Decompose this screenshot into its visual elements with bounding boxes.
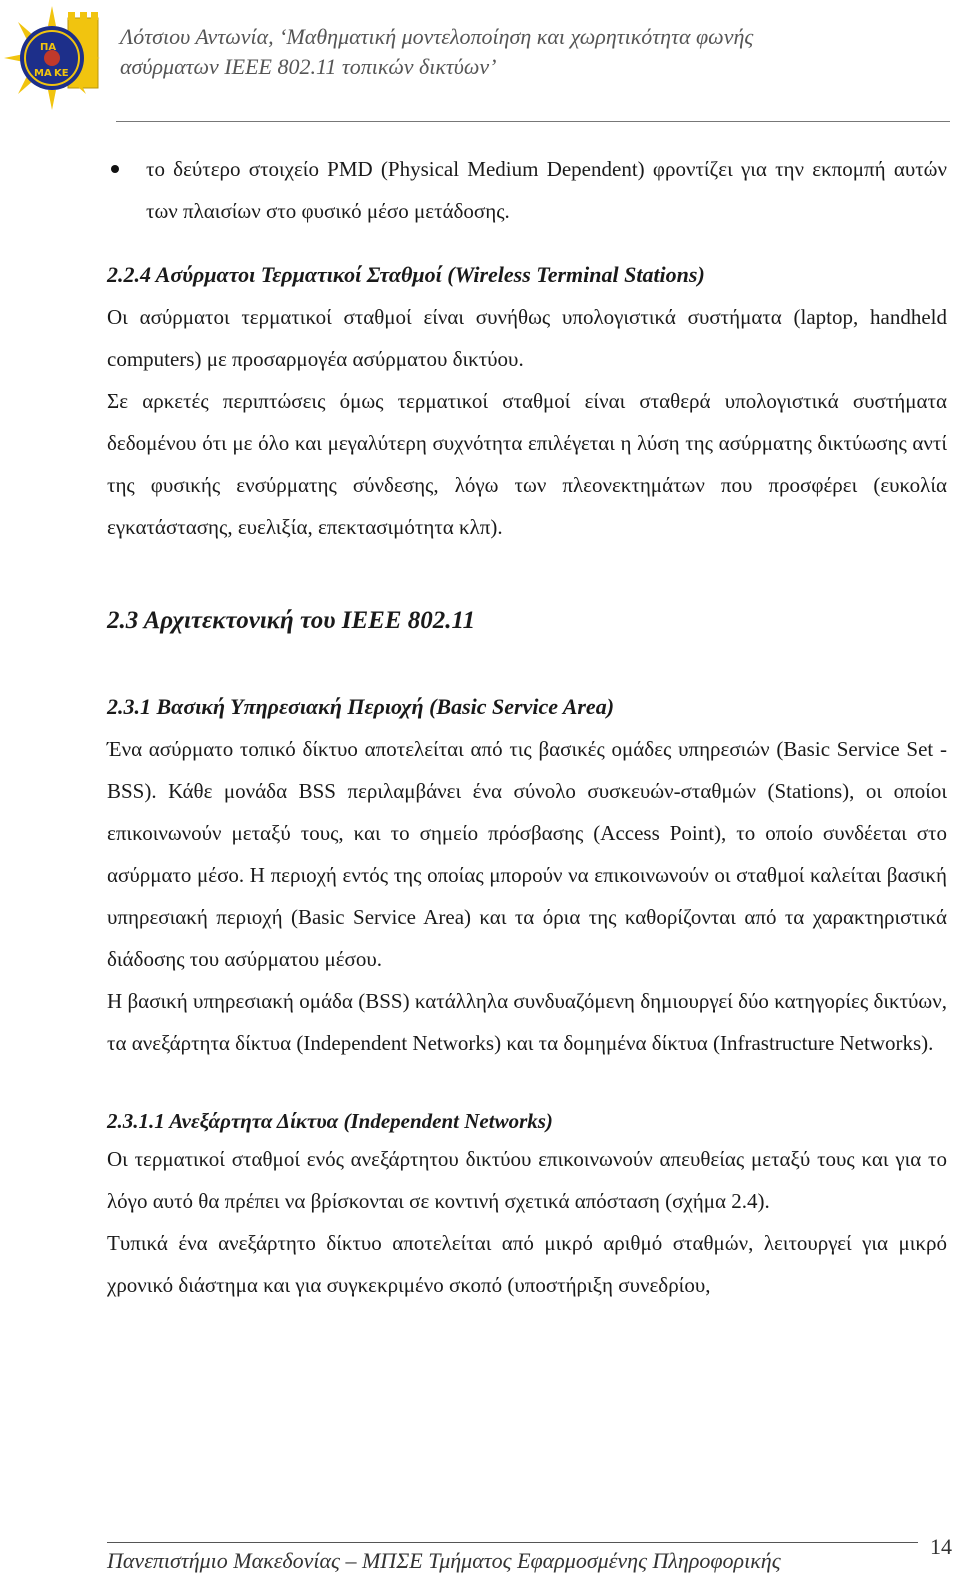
page-number: 14 <box>930 1534 952 1559</box>
footer-text: Πανεπιστήμιο Μακεδονίας – ΜΠΣΕ Τμήματος Εφαρμοσμένης Πληροφορικής <box>107 1548 781 1573</box>
section-2-3-1-1-heading: 2.3.1.1 Ανεξάρτητα Δίκτυα (Independent Networks) <box>107 1109 553 1133</box>
header-divider <box>116 121 950 122</box>
section-2-3-1-paragraph-1: Ένα ασύρματο τοπικό δίκτυο αποτελείται από τις βασικές ομάδες υπηρεσιών (Basic Service Set - BSS). Κάθε μονάδα BSS περιλαμβάνει ένα σύνολο συσκευών-σταθμών (Stations), οι οποίοι επικοινωνούν μεταξύ τους, και το σημείο πρόσβασης (Access Point), το οποίο συνδέεται στο ασύρματο μέσο. Η περιοχή εντός της οποίας μπορούν να επικοινωνούν οι σταθμοί καλείται βασική υπηρεσιακή περιοχή (Basic Service Area) και τα όρια της καθορίζονται από τα χαρακτηριστικά διάδοσης του ασύρματου μέσου. <box>107 737 947 971</box>
svg-text:ΜΑ: ΜΑ <box>34 68 52 79</box>
bullet-text: το δεύτερο στοιχείο PMD (Physical Medium Dependent) φροντίζει για την εκπομπή αυτών των πλαισίων στο φυσικό μέσο μετάδοσης. <box>146 157 947 223</box>
section-2-2-4-heading: 2.2.4 Ασύρματοι Τερματικοί Σταθμοί (Wireless Terminal Stations) <box>107 262 705 287</box>
svg-text:ΚΕ: ΚΕ <box>54 68 69 79</box>
bullet-icon <box>111 165 119 173</box>
section-2-2-4-paragraph-2: Σε αρκετές περιπτώσεις όμως τερματικοί σταθμοί είναι σταθερά υπολογιστικά συστήματα δεδομένου ότι με όλο και μεγαλύτερη συχνότητα επιλέγεται η λύση της ασύρματης δικτύωσης αντί της φυσικής ενσύρματης σύνδεσης, λόγω των πλεονεκτημάτων που προσφέρει (ευκολία εγκατάστασης, ευελιξία, επεκτασιμότητα κλπ). <box>107 389 947 539</box>
bullet-item <box>73 148 947 232</box>
university-seal-icon <box>4 4 112 116</box>
section-2-3-1-paragraph-2: Η βασική υπηρεσιακή ομάδα (BSS) κατάλληλα συνδυαζόμενη δημιουργεί δύο κατηγορίες δικτύων, τα ανεξάρτητα δίκτυα (Independent Networks) και τα δομημένα δίκτυα (Infrastructure Networks). <box>107 989 947 1055</box>
section-2-3-1-1-paragraph-2: Τυπικά ένα ανεξάρτητο δίκτυο αποτελείται από μικρό αριθμό σταθμών, λειτουργεί για μικρό χρονικό διάστημα και για συγκεκριμένο σκοπό (υποστήριξη συνεδρίου, <box>107 1231 947 1297</box>
svg-text:ΠΑ: ΠΑ <box>40 42 57 53</box>
header-line-2: ασύρματων IEEE 802.11 τοπικών δικτύων’ <box>120 54 497 79</box>
header-title <box>120 22 940 82</box>
section-2-2-4-paragraph-1: Οι ασύρματοι τερματικοί σταθμοί είναι συνήθως υπολογιστικά συστήματα (laptop, handheld computers) με προσαρμογέα ασύρματου δικτύου. <box>107 305 947 371</box>
section-2-3-1-heading: 2.3.1 Βασική Υπηρεσιακή Περιοχή (Basic Service Area) <box>107 694 615 719</box>
footer-divider <box>107 1542 918 1543</box>
page-footer <box>107 1534 952 1574</box>
section-2-3-heading: 2.3 Αρχιτεκτονική του IEEE 802.11 <box>107 607 476 634</box>
page-header <box>0 0 960 122</box>
header-line-1: Λότσιου Αντωνία, ‘Μαθηματική μοντελοποίηση και χωρητικότητα φωνής <box>120 24 754 49</box>
document-body <box>107 148 947 1306</box>
section-2-3-1-1-paragraph-1: Οι τερματικοί σταθμοί ενός ανεξάρτητου δικτύου επικοινωνούν απευθείας μεταξύ τους και για το λόγο αυτό θα πρέπει να βρίσκονται σε κοντινή σχετικά απόσταση (σχήμα 2.4). <box>107 1147 947 1213</box>
